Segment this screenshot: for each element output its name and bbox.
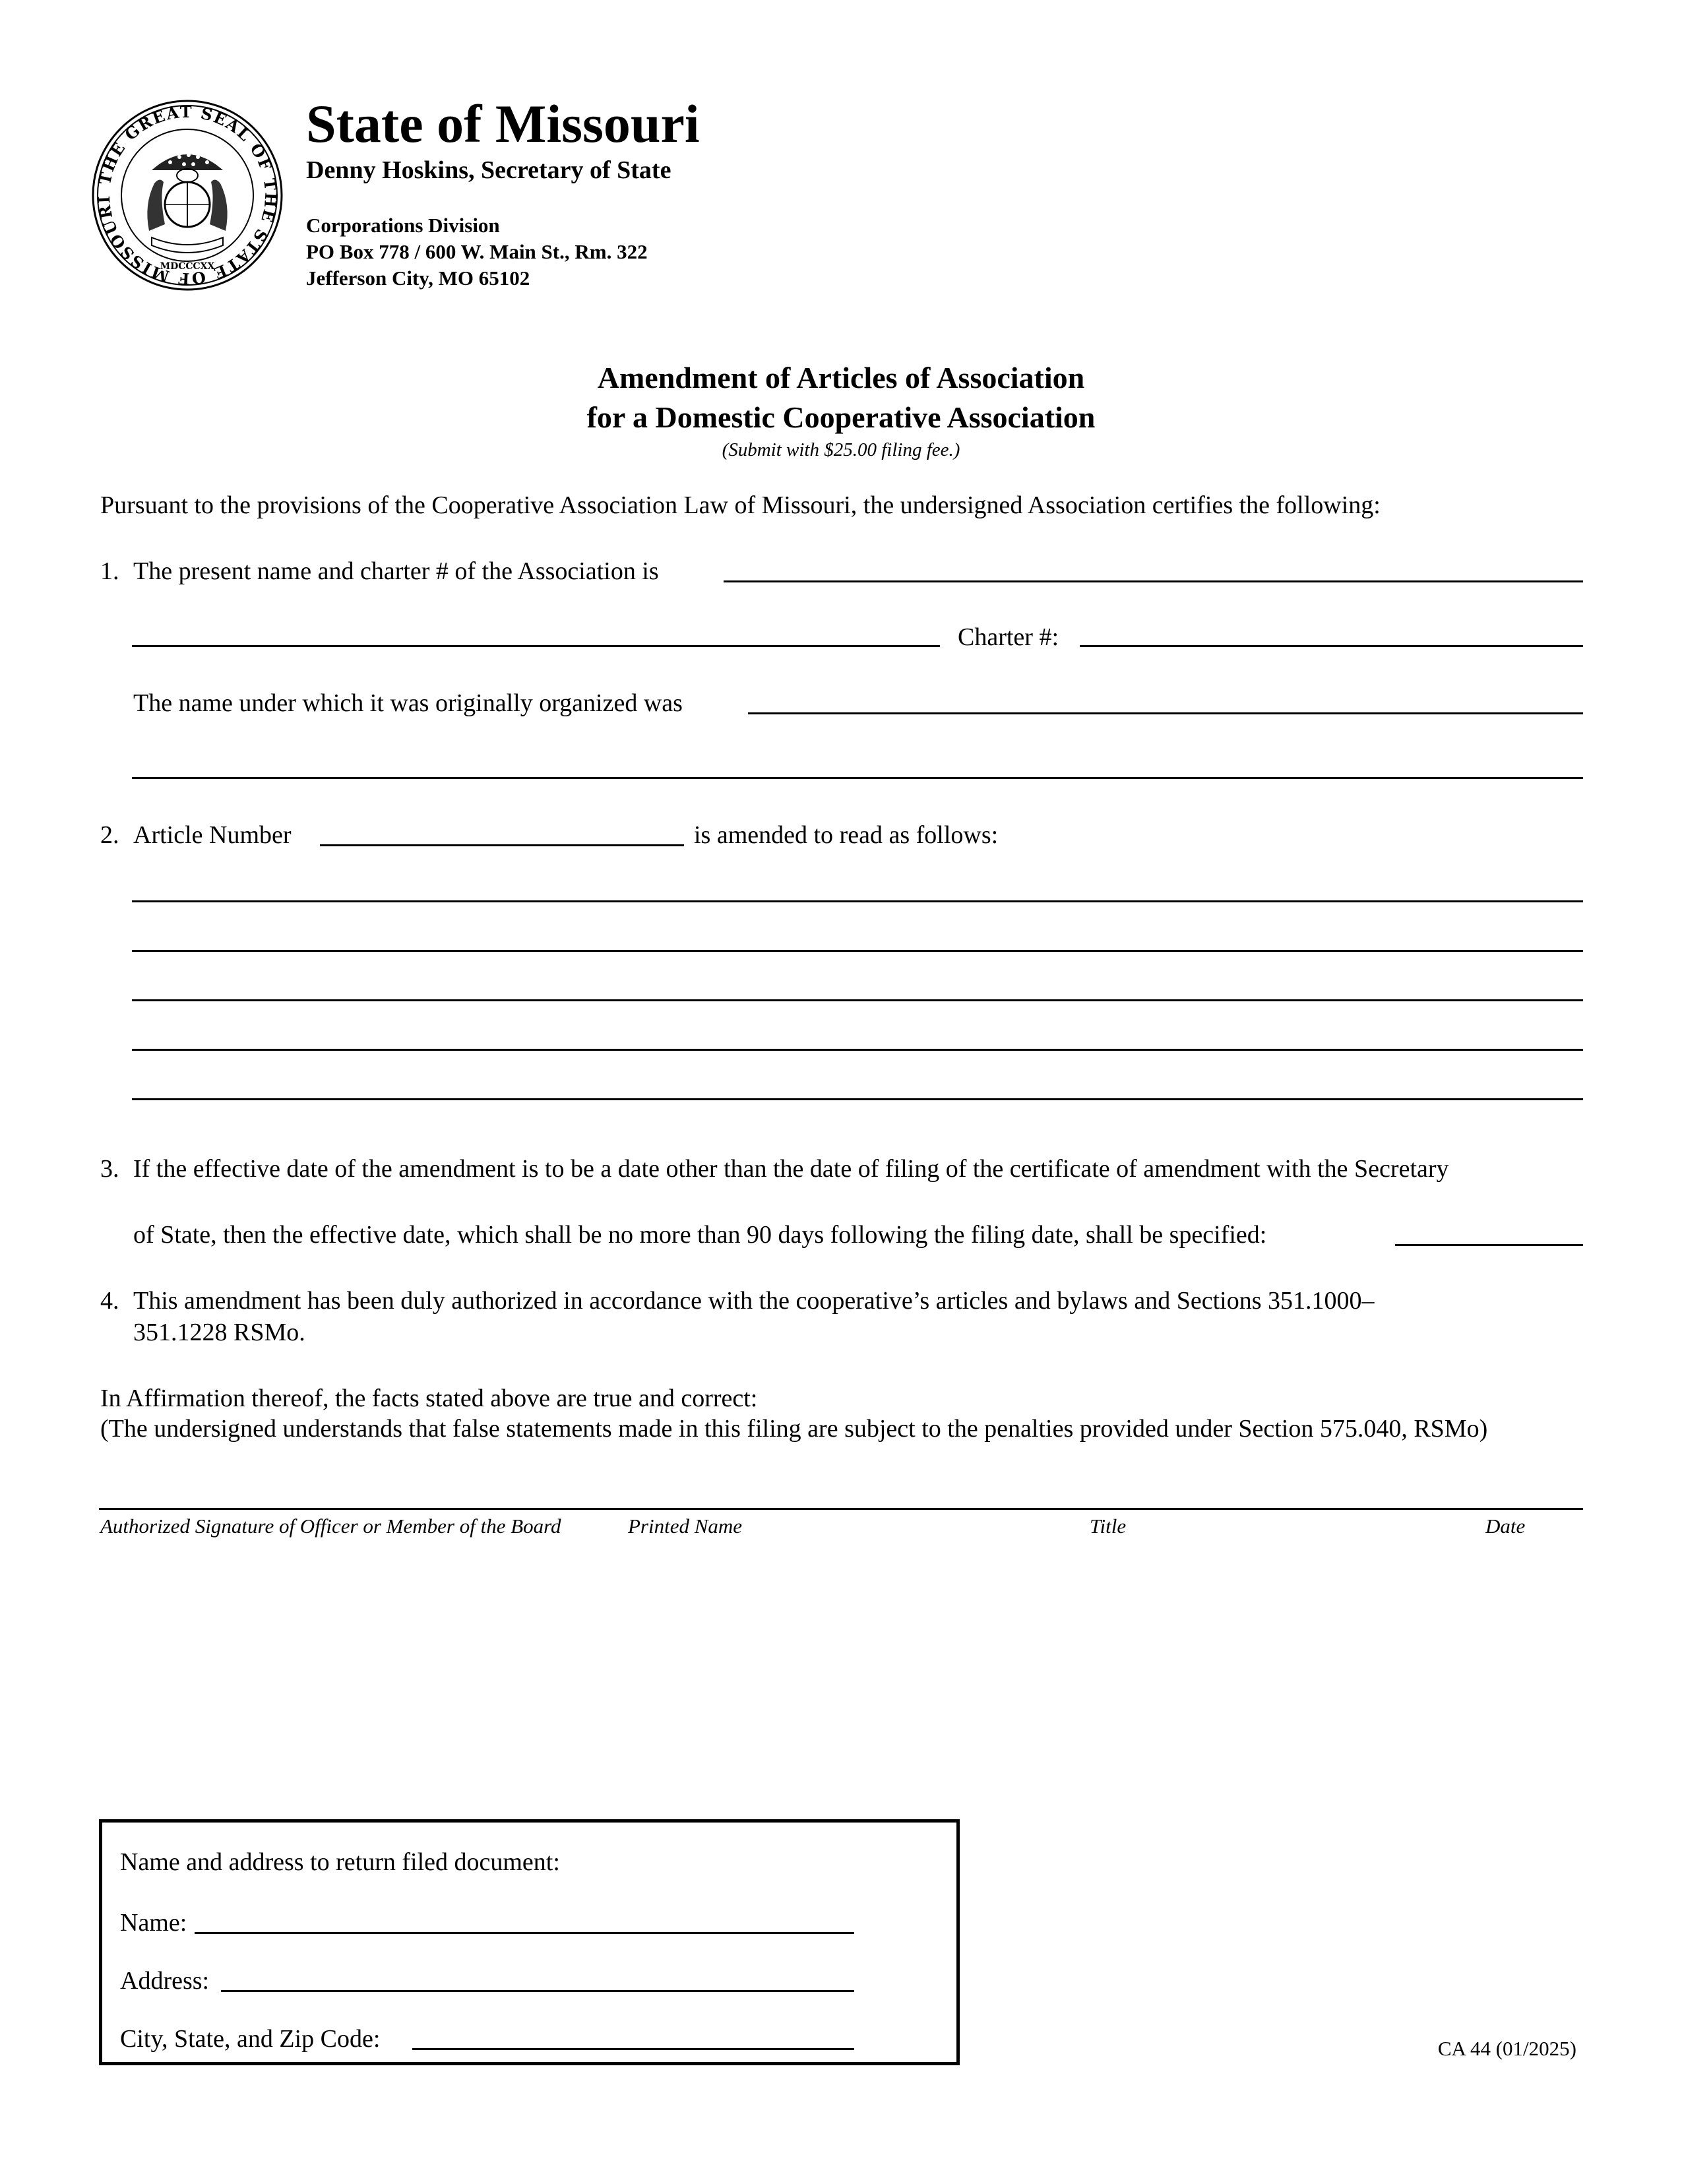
original-name-text: The name under which it was originally organized was	[133, 689, 683, 717]
division-address	[306, 212, 648, 292]
present-name-field-continued[interactable]	[132, 645, 940, 647]
secretary-name: Denny Hoskins, Secretary of State	[306, 156, 671, 184]
charter-label: Charter #:	[958, 623, 1059, 651]
return-address-box	[99, 1819, 960, 2065]
svg-text:MDCCCXX: MDCCCXX	[160, 261, 215, 272]
title-caption: Title	[1090, 1514, 1127, 1538]
item-4-number: 4.	[100, 1287, 119, 1315]
present-name-field[interactable]	[724, 580, 1583, 582]
item-1-number: 1.	[100, 557, 119, 585]
item-2-number: 2.	[100, 821, 119, 849]
signature-line[interactable]	[99, 1508, 1583, 1510]
amendment-text-line-5[interactable]	[132, 1098, 1583, 1100]
item-3-line-1: If the effective date of the amendment is to be a date other than the date of filing of the certificate of amendment with the Secretary	[133, 1155, 1449, 1183]
form-title-line-1: Amendment of Articles of Association	[597, 361, 1085, 394]
page-title: State of Missouri	[306, 94, 700, 154]
return-address-field[interactable]	[221, 1990, 854, 1992]
form-title-line-2: for a Domestic Cooperative Association	[586, 400, 1096, 434]
svg-text:THE GREAT SEAL OF THE STATE OF: THE GREAT SEAL OF THE STATE OF MISSOURI	[94, 102, 281, 289]
return-box-heading: Name and address to return filed document:	[120, 1848, 560, 1876]
return-name-label: Name:	[120, 1909, 187, 1937]
return-name-field[interactable]	[195, 1932, 854, 1934]
original-name-field-continued[interactable]	[132, 777, 1583, 779]
amendment-text-line-1[interactable]	[132, 900, 1583, 902]
signature-caption: Authorized Signature of Officer or Member of the Board	[100, 1514, 561, 1538]
item-1-text: The present name and charter # of the Association is	[133, 557, 659, 585]
amendment-text-line-3[interactable]	[132, 999, 1583, 1001]
effective-date-field[interactable]	[1395, 1244, 1583, 1246]
affirmation-line-1: In Affirmation thereof, the facts stated above are true and correct:	[100, 1385, 758, 1412]
date-caption: Date	[1485, 1514, 1526, 1538]
return-address-label: Address:	[120, 1967, 210, 1995]
address-line-2: Jefferson City, MO 65102	[306, 266, 530, 290]
item-3-number: 3.	[100, 1155, 119, 1183]
fee-note: (Submit with $25.00 filing fee.)	[722, 439, 960, 460]
missouri-seal-icon	[91, 99, 284, 292]
article-number-field[interactable]	[320, 844, 684, 846]
address-line-1: PO Box 778 / 600 W. Main St., Rm. 322	[306, 240, 648, 263]
form-code: CA 44 (01/2025)	[1437, 2037, 1576, 2060]
item-4-line-2: 351.1228 RSMo.	[133, 1319, 305, 1346]
intro-text: Pursuant to the provisions of the Cooperative Association Law of Missouri, the undersigned Association certifies the following:	[100, 491, 1381, 519]
amendment-text-line-4[interactable]	[132, 1049, 1583, 1051]
article-number-label: Article Number	[133, 821, 292, 849]
charter-number-field[interactable]	[1080, 645, 1583, 647]
amendment-text-line-2[interactable]	[132, 950, 1583, 952]
division-name: Corporations Division	[306, 214, 500, 237]
item-3-line-2: of State, then the effective date, which shall be no more than 90 days following the filing date, shall be specified:	[133, 1221, 1267, 1249]
return-city-field[interactable]	[412, 2048, 854, 2050]
amended-text: is amended to read as follows:	[694, 821, 999, 849]
return-city-label: City, State, and Zip Code:	[120, 2025, 381, 2053]
printed-name-caption: Printed Name	[628, 1514, 743, 1538]
original-name-field[interactable]	[748, 712, 1583, 714]
item-4-line-1: This amendment has been duly authorized in accordance with the cooperative’s articles and bylaws and Sections 351.1000–	[133, 1287, 1375, 1315]
affirmation-line-2: (The undersigned understands that false statements made in this filing are subject to the penalties provided under Section 575.040, RSMo)	[100, 1415, 1488, 1443]
